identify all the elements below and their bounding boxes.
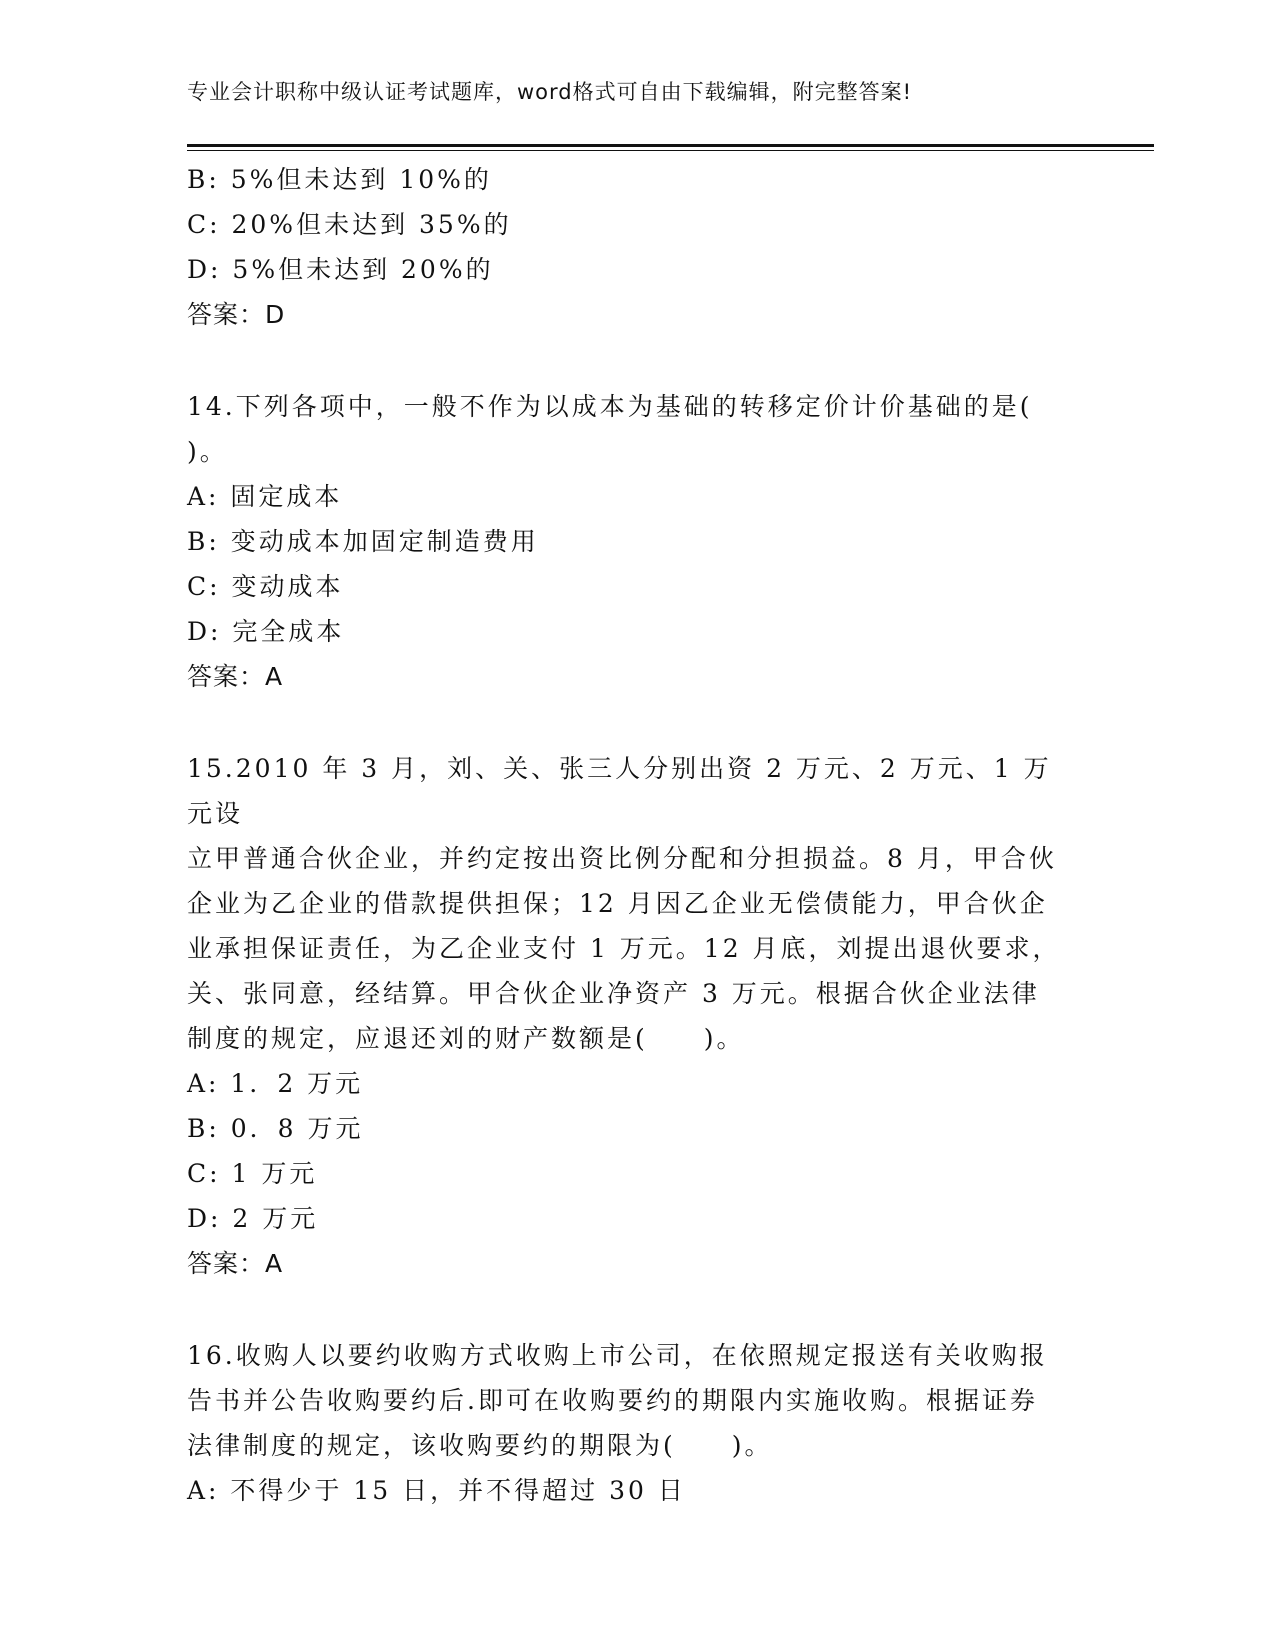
option-b: B: 变动成本加固定制造费用 [187, 527, 539, 556]
answer: 答案：A [187, 1249, 284, 1278]
question-stem-line: 告书并公告收购要约后.即可在收购要约的期限内实施收购。根据证券 [187, 1386, 1038, 1415]
question-stem-line: )。 [187, 437, 228, 466]
question-stem-line: 14.下列各项中，一般不作为以成本为基础的转移定价计价基础的是( [187, 392, 1033, 421]
option-d: D: 5%但未达到 20%的 [187, 255, 494, 284]
question-15 [187, 746, 1067, 1286]
question-stem-line: 关、张同意，经结算。甲合伙企业净资产 3 万元。根据合伙企业法律 [187, 979, 1040, 1008]
question-stem-line: 立甲普通合伙企业，并约定按出资比例分配和分担损益。8 月，甲合伙 [187, 844, 1057, 873]
question-14 [187, 384, 1067, 699]
question-stem-line: 法律制度的规定，该收购要约的期限为( )。 [187, 1431, 773, 1460]
option-a: A: 1．2 万元 [187, 1069, 364, 1098]
option-c: C: 变动成本 [187, 572, 344, 601]
question-stem-line: 业承担保证责任，为乙企业支付 1 万元。12 月底，刘提出退伙要求， [187, 934, 1061, 963]
option-c: C: 20%但未达到 35%的 [187, 210, 512, 239]
spacer [187, 1286, 1067, 1333]
option-d: D: 2 万元 [187, 1204, 319, 1233]
header-rule-thick [187, 144, 1154, 147]
document-body [187, 157, 1067, 1513]
spacer [187, 337, 1067, 384]
answer: 答案：A [187, 662, 284, 691]
option-d: D: 完全成本 [187, 617, 345, 646]
option-a: A: 不得少于 15 日，并不得超过 30 日 [187, 1476, 686, 1505]
page-header: 专业会计职称中级认证考试题库，word格式可自由下载编辑，附完整答案! [187, 80, 913, 104]
question-13 [187, 157, 1067, 337]
question-stem-line: 企业为乙企业的借款提供担保；12 月因乙企业无偿债能力，甲合伙企 [187, 889, 1048, 918]
answer: 答案：D [187, 300, 286, 329]
question-stem-line: 15.2010 年 3 月，刘、关、张三人分别出资 2 万元、2 万元、1 万元设 [187, 754, 1052, 828]
question-stem-line: 制度的规定，应退还刘的财产数额是( )。 [187, 1024, 745, 1053]
spacer [187, 699, 1067, 746]
option-b: B: 5%但未达到 10%的 [187, 165, 492, 194]
question-stem-line: 16.收购人以要约收购方式收购上市公司，在依照规定报送有关收购报 [187, 1341, 1048, 1370]
option-a: A: 固定成本 [187, 482, 343, 511]
question-16 [187, 1333, 1067, 1513]
header-rule-thin [187, 150, 1154, 151]
option-c: C: 1 万元 [187, 1159, 318, 1188]
option-b: B: 0．8 万元 [187, 1114, 364, 1143]
